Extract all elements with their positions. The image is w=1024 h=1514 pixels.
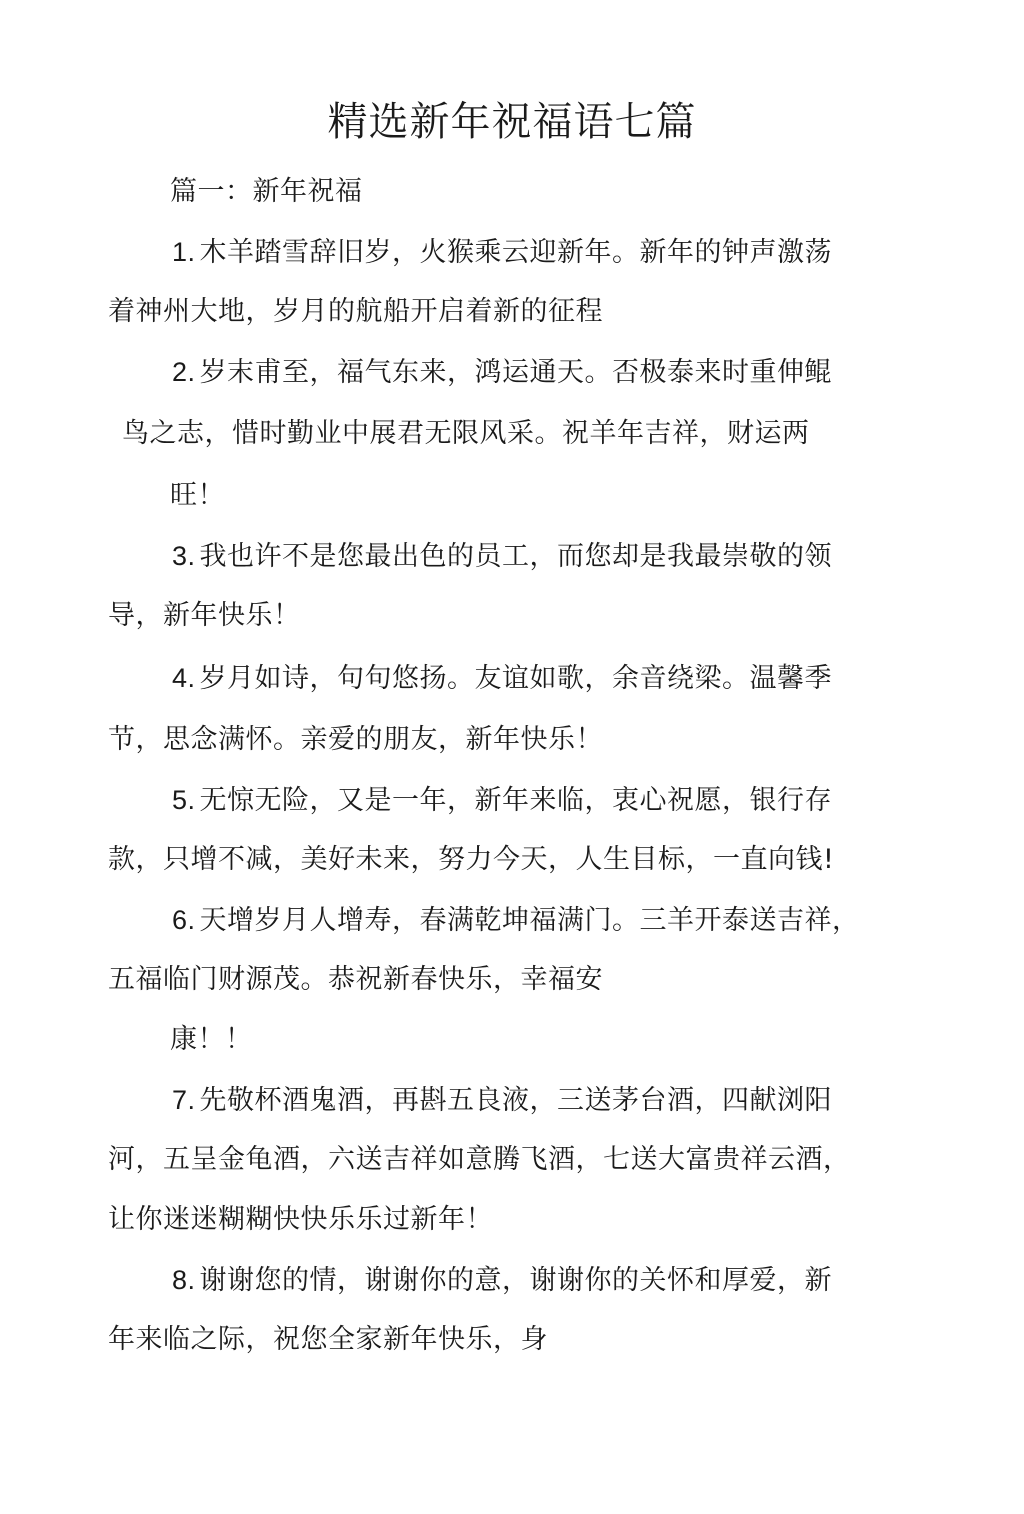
item-6-number: 6. <box>172 905 196 935</box>
item-3-number: 3. <box>172 541 196 571</box>
item-1-line-1 <box>172 232 832 273</box>
item-8-line-2: 年来临之际，祝您全家新年快乐，身 <box>108 1324 548 1355</box>
item-1-text: 木羊踏雪辞旧岁，火猴乘云迎新年。新年的钟声激荡 <box>199 237 833 268</box>
item-6-line-1 <box>172 900 860 941</box>
item-3-line-1 <box>172 536 832 577</box>
item-7-number: 7. <box>172 1085 196 1115</box>
item-6-line-2: 五福临门财源茂。恭祝新春快乐，幸福安 <box>108 964 603 995</box>
item-7-line-2: 河，五呈金龟酒，六送吉祥如意腾飞酒，七送大富贵祥云酒， <box>108 1144 851 1175</box>
document-title: 精选新年祝福语七篇 <box>327 99 697 145</box>
item-4-line-1 <box>172 658 832 699</box>
item-5-line-2: 款，只增不减，美好未来，努力今天，人生目标，一直向钱! <box>108 844 835 875</box>
item-5-text: 无惊无险，又是一年，新年来临，衷心祝愿，银行存 <box>199 785 833 816</box>
item-2-number: 2. <box>172 357 196 387</box>
item-4-line-2: 节，思念满怀。亲爱的朋友，新年快乐！ <box>108 724 603 755</box>
item-7-line-3: 让你迷迷糊糊快快乐乐过新年！ <box>108 1204 493 1235</box>
item-2-line-1 <box>172 352 832 393</box>
item-2-line-2: 鸟之志，惜时勤业中展君无限风采。祝羊年吉祥，财运两 <box>122 418 810 449</box>
item-6-text: 天增岁月人增寿，春满乾坤福满门。三羊开泰送吉祥， <box>199 905 860 936</box>
item-5-number: 5. <box>172 785 196 815</box>
item-3-line-2: 导，新年快乐！ <box>108 600 301 631</box>
item-5-line-1 <box>172 780 832 821</box>
item-4-number: 4. <box>172 663 196 693</box>
section-heading: 篇一：新年祝福 <box>170 176 363 207</box>
item-7-text: 先敬杯酒鬼酒，再斟五良液，三送茅台酒，四献浏阳 <box>199 1085 833 1116</box>
item-1-line-2: 着神州大地，岁月的航船开启着新的征程 <box>108 296 603 327</box>
item-2-line-3: 旺！ <box>170 480 225 511</box>
item-3-text: 我也许不是您最出色的员工，而您却是我最崇敬的领 <box>199 541 833 572</box>
item-6-line-3: 康！！ <box>170 1024 253 1055</box>
item-8-line-1 <box>172 1260 832 1301</box>
item-2-text: 岁末甫至，福气东来，鸿运通天。否极泰来时重伸鲲 <box>199 357 833 388</box>
item-4-text: 岁月如诗，句句悠扬。友谊如歌，余音绕梁。温馨季 <box>199 663 833 694</box>
item-8-number: 8. <box>172 1265 196 1295</box>
item-8-text: 谢谢您的情，谢谢你的意，谢谢你的关怀和厚爱，新 <box>199 1265 833 1296</box>
item-7-line-1 <box>172 1080 832 1121</box>
item-1-number: 1. <box>172 237 196 267</box>
